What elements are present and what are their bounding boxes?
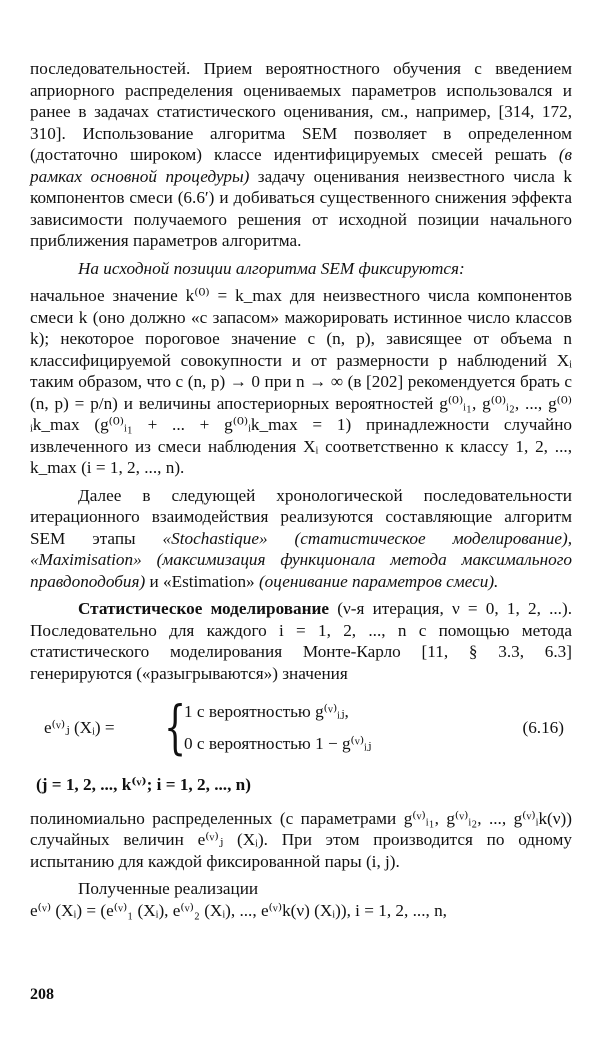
paragraph-2: начальное значение k⁽⁰⁾ = k_max для неизвестного числа компонентов смеси k (оно должно «с запасом» мажорировать истинное число классов k); некоторое пороговое значение c (n, p), зависящее от объема n классифицируемой совокупности и от размерности p наблюдений Xᵢ таким образом, что c (n, p) → 0 при n → ∞ (в [202] рекомендуется брать c (n, p) = p/n) и величины апостериорных вероятностей g⁽⁰⁾ᵢ₁, g⁽⁰⁾ᵢ₂, ..., g⁽⁰⁾ᵢk_max (g⁽⁰⁾ᵢ₁ + ... + g⁽⁰⁾ᵢk_max = 1) принадлежности случайно извлеченного из смеси наблюдения Xᵢ соответственно к классу 1, 2, ..., k_max (i = 1, 2, ..., n).	[30, 286, 572, 477]
paragraph-2-heading-text: На исходной позиции алгоритма SEM фиксируются:	[78, 258, 465, 278]
paragraph-6: Полученные реализации	[78, 879, 259, 898]
paragraph-1-end: задачу оценивания неизвестного числа k компонентов смеси (6.6′) и добиваться существенного снижения эффекта зависимости получаемого решения от исходной позиции начального приближения параметров алгоритма.	[30, 166, 573, 250]
paragraph-3	[30, 485, 572, 593]
brace-icon: {	[164, 693, 187, 761]
paragraph-4-text: (ν-я итерация, ν = 0, 1, 2, ...). Последовательно для каждого i = 1, 2, ..., n с помощью метода статистического моделирования Монте-Карло [11, § 3.3, 6.3] генерируются («разыгрываются») значения	[30, 599, 572, 683]
equation-6-16	[30, 694, 572, 768]
paragraph-1-text: последовательностей. Прием вероятностного обучения с введением априорного распределения оцениваемых параметров использовался и ранее в задачах статистического оценивания, см., например, [314, 172, 310]. Использование алгоритма SEM позволяет в определенном (достаточно широком) классе идентифицируемых смесей решать	[30, 59, 572, 164]
paragraph-3-italic: «Stochastique» (статистическое моделирование), «Maximisation» (максимизация функционала метода максимального правдоподобия)	[30, 528, 572, 591]
paragraph-4	[30, 598, 572, 684]
equation-lhs: e⁽ᵛ⁾ⱼ (Xᵢ) =	[44, 718, 115, 737]
last-formula: e⁽ᵛ⁾ (Xᵢ) = (e⁽ᵛ⁾₁ (Xᵢ), e⁽ᵛ⁾₂ (Xᵢ), ..., e⁽ᵛ⁾k(ν) (Xᵢ)), i = 1, 2, ..., n,	[30, 900, 447, 920]
equation-case-2: 0 с вероятностью 1 − g⁽ᵛ⁾ᵢⱼ	[184, 734, 372, 753]
paragraph-2-heading	[30, 258, 572, 280]
page-number: 208	[30, 986, 54, 1003]
equation-number: (6.16)	[522, 718, 564, 737]
equation-range: (j = 1, 2, ..., k⁽ᵛ⁾; i = 1, 2, ..., n)	[36, 775, 251, 794]
paragraph-1	[30, 58, 572, 252]
paragraph-5: полиномиально распределенных (с параметрами g⁽ᵛ⁾ᵢ₁, g⁽ᵛ⁾ᵢ₂, ..., g⁽ᵛ⁾ᵢk(ν)) случайных величин e⁽ᵛ⁾ⱼ (Xᵢ). При этом производится по одному испытанию для каждой фиксированной пары (i, j).	[30, 808, 572, 871]
paragraph-3-mid: и «Estimation»	[145, 571, 259, 591]
paragraph-1-italic: (в рамках основной процедуры)	[30, 145, 572, 186]
paragraph-3-italic-2: (оценивание параметров смеси).	[258, 571, 499, 591]
paragraph-4-bold: Статистическое моделирование	[78, 599, 330, 618]
equation-case-1: 1 с вероятностью g⁽ᵛ⁾ᵢⱼ,	[184, 702, 349, 721]
paragraph-3-text: Далее в следующей хронологической последовательности итерационного взаимодействия реализуются составляющие алгоритм SEM этапы	[30, 485, 572, 548]
